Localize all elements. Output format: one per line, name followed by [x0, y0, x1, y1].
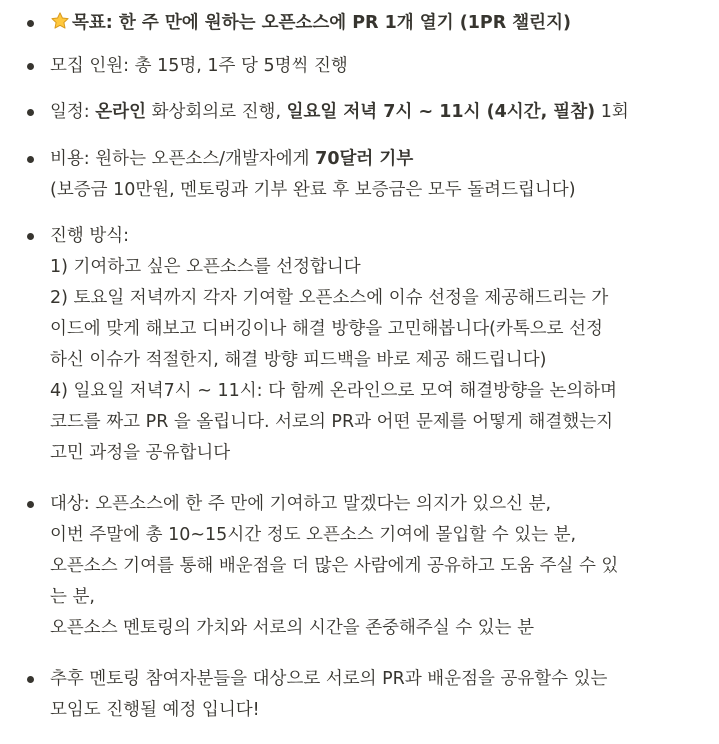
- list-item-content: [50, 221, 710, 469]
- list-item-content: [50, 51, 710, 82]
- item-line: 이번 주말에 총 10~15시간 정도 오픈소스 기여에 몰입할 수 있는 분,: [50, 525, 577, 545]
- bullet-dot: [27, 676, 34, 683]
- item-line: 고민 과정을 공유합니다: [50, 443, 231, 463]
- list-item-content: [50, 664, 710, 726]
- bullet-dot: [27, 63, 34, 70]
- bullet-dot: [27, 233, 34, 240]
- item-line: 모임도 진행될 예정 입니다!: [50, 700, 260, 720]
- item-line: 이드에 맞게 해보고 디버깅이나 해결 방향을 고민해봅니다(카톡으로 선정: [50, 319, 603, 339]
- schedule-time: 일요일 저녁 7시 ~ 11시 (4시간, 필참): [286, 102, 596, 122]
- item-line: 2) 토요일 저녁까지 각자 기여할 오픈소스에 이슈 선정을 제공해드리는 가: [50, 288, 609, 308]
- list-item-content: [50, 489, 710, 644]
- bullet-dot: [27, 109, 34, 116]
- goal-text: 목표: 한 주 만에 원하는 오픈소스에 PR 1개 열기 (1PR 챌린지): [72, 13, 571, 33]
- item-line: 4) 일요일 저녁7시 ~ 11시: 다 함께 온라인으로 모여 해결방향을 논의하며: [50, 381, 618, 401]
- item-line: [50, 8, 710, 39]
- item-line: 대상: 오픈소스에 한 주 만에 기여하고 말겠다는 의지가 있으신 분,: [50, 494, 552, 514]
- item-line: [50, 144, 710, 175]
- item-line: 는 분,: [50, 587, 95, 607]
- bullet-dot: [27, 501, 34, 508]
- item-line: 하신 이슈가 적절한지, 해결 방향 피드백을 바로 제공 해드립니다): [50, 350, 547, 370]
- item-line: 오픈소스 기여를 통해 배운점을 더 많은 사람에게 공유하고 도움 주실 수 있: [50, 556, 619, 576]
- item-line: 오픈소스 멘토링의 가치와 서로의 시간을 존중해주실 수 있는 분: [50, 618, 535, 638]
- bullet-dot: [27, 156, 34, 163]
- online-text: 온라인: [95, 102, 146, 122]
- cost-amount: 70달러 기부: [315, 149, 414, 169]
- item-line: 1) 기여하고 싶은 오픈소스를 선정합니다: [50, 257, 361, 277]
- cost-label: 비용: 원하는 오픈소스/개발자에게: [50, 149, 316, 169]
- item-line: 진행 방식:: [50, 226, 130, 246]
- list-item-content: [50, 8, 710, 39]
- item-line: (보증금 10만원, 멘토링과 기부 완료 후 보증금은 모두 돌려드립니다): [50, 180, 576, 200]
- list-item-content: [50, 144, 710, 206]
- bullet-dot: [27, 20, 34, 27]
- item-line: [50, 97, 710, 128]
- schedule-count: 1회: [595, 102, 629, 122]
- schedule-text: 화상회의로 진행,: [146, 102, 287, 122]
- list-item-content: [50, 97, 710, 128]
- item-line: 코드를 짜고 PR 을 올립니다. 서로의 PR과 어떤 문제를 어떻게 해결했는지: [50, 412, 614, 432]
- star-icon: [50, 11, 70, 31]
- item-line: 모집 인원: 총 15명, 1주 당 5명씩 진행: [50, 56, 348, 76]
- schedule-label: 일정:: [50, 102, 96, 122]
- item-line: 추후 멘토링 참여자분들을 대상으로 서로의 PR과 배운점을 공유할수 있는: [50, 669, 608, 689]
